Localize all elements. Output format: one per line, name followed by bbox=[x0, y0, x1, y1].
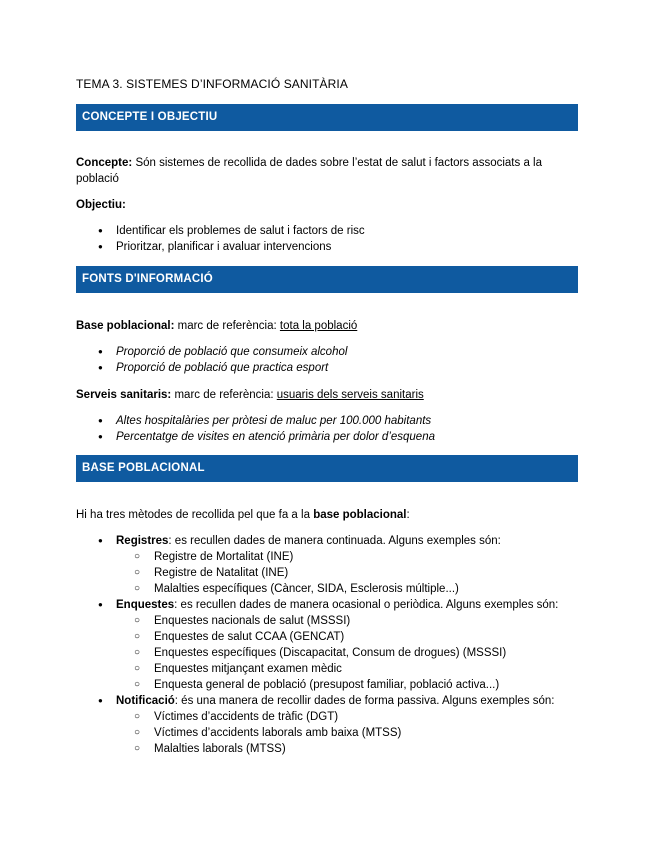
list-item: ● Identificar els problemes de salut i factors de risc bbox=[76, 223, 578, 239]
method-item bbox=[76, 693, 578, 757]
sub-list-item: ○ Enquestes mitjançant examen mèdic bbox=[76, 661, 578, 677]
sub-list-item: ○ Víctimes d’accidents laborals amb baixa (MTSS) bbox=[76, 725, 578, 741]
sub-list-item: ○ Registre de Natalitat (INE) bbox=[76, 565, 578, 581]
section-header-concepte: CONCEPTE I OBJECTIU bbox=[76, 104, 578, 131]
base-ref: tota la població bbox=[279, 320, 358, 332]
method-name: Enquestes bbox=[116, 599, 175, 611]
list-item: ● Prioritzar, planificar i avaluar intervencions bbox=[76, 239, 578, 255]
list-item: ● Proporció de població que consumeix alcohol bbox=[76, 344, 578, 360]
concepte-text: Són sistemes de recollida de dades sobre l’estat de salut i factors associats a la població bbox=[76, 157, 542, 185]
sub-list-item: ○ Malalties específiques (Càncer, SIDA, Esclerosis múltiple...) bbox=[76, 581, 578, 597]
sub-list-item: ○ Malalties laborals (MTSS) bbox=[76, 741, 578, 757]
sub-list-item: ○ Enquestes específiques (Discapacitat, Consum de drogues) (MSSSI) bbox=[76, 645, 578, 661]
method-desc: : es recullen dades de manera ocasional o periòdica. Alguns exemples són: bbox=[174, 599, 559, 611]
base-intro bbox=[76, 507, 578, 523]
method-desc: : és una manera de recollir dades de forma passiva. Alguns exemples són: bbox=[174, 695, 555, 707]
section-header-fonts: FONTS D'INFORMACIÓ bbox=[76, 266, 578, 293]
section-header-base: BASE POBLACIONAL bbox=[76, 455, 578, 482]
serveis-sanitaris-paragraph bbox=[76, 387, 578, 445]
objectiu-block bbox=[76, 197, 578, 255]
method-item bbox=[76, 597, 578, 693]
objectiu-label: Objectiu: bbox=[76, 199, 126, 211]
concepte-paragraph bbox=[76, 155, 578, 187]
sub-list-item: ○ Víctimes d’accidents de tràfic (DGT) bbox=[76, 709, 578, 725]
intro-text: Hi ha tres mètodes de recollida pel que fa a la bbox=[76, 509, 310, 521]
sub-list-item: ○ Registre de Mortalitat (INE) bbox=[76, 549, 578, 565]
method-name: Registres bbox=[116, 535, 169, 547]
list-item: ● Proporció de població que practica esport bbox=[76, 360, 578, 376]
list-item: ● Percentatge de visites en atenció primària per dolor d’esquena bbox=[76, 429, 578, 445]
base-label: Base poblacional: bbox=[76, 320, 175, 332]
sub-list-item: ○ Enquesta general de població (presupost familiar, població activa...) bbox=[76, 677, 578, 693]
page-title: TEMA 3. SISTEMES D’INFORMACIÓ SANITÀRIA bbox=[76, 77, 348, 91]
list-item: ● Altes hospitalàries per pròtesi de maluc per 100.000 habitants bbox=[76, 413, 578, 429]
sub-list-item: ○ Enquestes nacionals de salut (MSSSI) bbox=[76, 613, 578, 629]
methods-list bbox=[76, 533, 578, 757]
concepte-label: Concepte: bbox=[76, 157, 133, 169]
serveis-text: marc de referència: bbox=[174, 389, 274, 401]
serveis-ref: usuaris dels serveis sanitaris bbox=[276, 389, 424, 401]
method-name: Notificació bbox=[116, 695, 175, 707]
intro-bold: base poblacional bbox=[313, 509, 407, 521]
base-poblacional-paragraph bbox=[76, 318, 578, 376]
method-item bbox=[76, 533, 578, 597]
serveis-label: Serveis sanitaris: bbox=[76, 389, 172, 401]
intro-colon: : bbox=[406, 509, 410, 521]
method-desc: : es recullen dades de manera continuada. Alguns exemples són: bbox=[168, 535, 501, 547]
base-text: marc de referència: bbox=[177, 320, 277, 332]
sub-list-item: ○ Enquestes de salut CCAA (GENCAT) bbox=[76, 629, 578, 645]
